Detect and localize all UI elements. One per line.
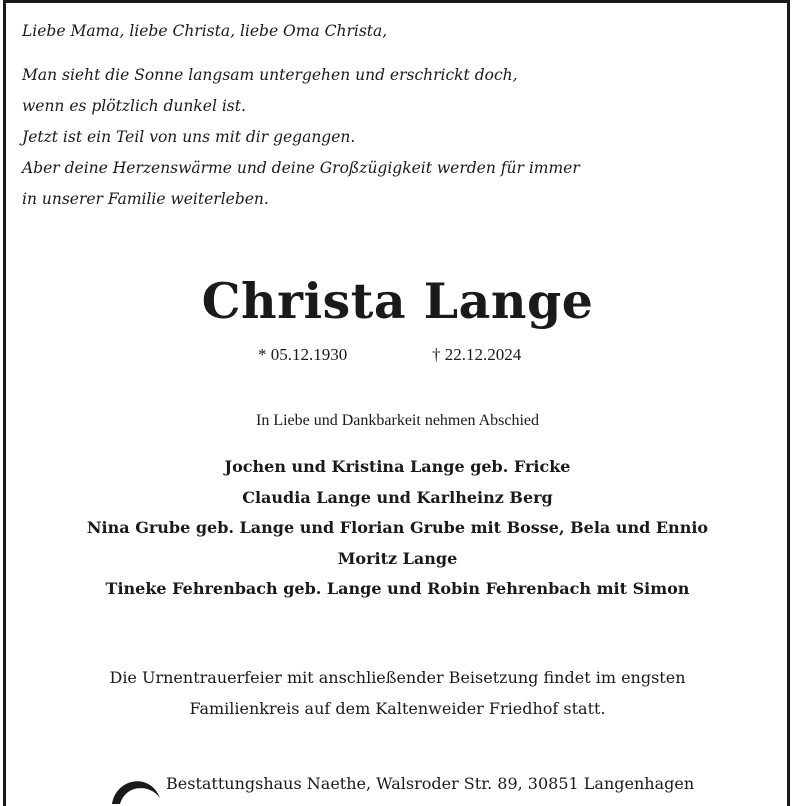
mourner-entry: Tineke Fehrenbach geb. Lange und Robin Fehrenbach mit Simon — [105, 579, 690, 598]
farewell-line: In Liebe und Dankbarkeit nehmen Abschied — [255, 412, 540, 429]
mourners-list — [0, 452, 795, 605]
ceremony-line: Die Urnentrauerfeier mit anschließender Beisetzung findet im engsten — [109, 668, 686, 687]
mourner-entry: Nina Grube geb. Lange und Florian Grube mit Bosse, Bela und Ennio — [86, 518, 709, 537]
birth-date: * 05.12.1930 — [258, 345, 348, 364]
poem-line: Aber deine Herzenswärme und deine Großzügigkeit werden für immer — [22, 159, 580, 177]
poem-line: wenn es plötzlich dunkel ist. — [22, 97, 246, 115]
ceremony-line: Familienkreis auf dem Kaltenweider Friedhof statt. — [189, 699, 606, 718]
poem-line: Jetzt ist ein Teil von uns mit dir gegangen. — [22, 128, 356, 146]
poem-line: in unserer Familie weiterleben. — [22, 190, 269, 208]
crescent-arc-logo-icon — [110, 770, 162, 804]
mourner-entry: Claudia Lange und Karlheinz Berg — [242, 487, 553, 507]
poem-line: Man sieht die Sonne langsam untergehen und erschrickt doch, — [22, 66, 518, 84]
funeral-home-address: Bestattungshaus Naethe, Walsroder Str. 89, 30851 Langenhagen — [166, 774, 695, 793]
death-date: † 22.12.2024 — [432, 345, 522, 364]
mourner-entry: Moritz Lange — [337, 548, 458, 568]
poem-block — [22, 16, 580, 215]
ceremony-info — [0, 662, 795, 724]
deceased-name: Christa Lange — [201, 272, 594, 330]
salutation: Liebe Mama, liebe Christa, liebe Oma Christa, — [22, 22, 388, 40]
mourner-entry: Jochen und Kristina Lange geb. Fricke — [224, 457, 571, 476]
